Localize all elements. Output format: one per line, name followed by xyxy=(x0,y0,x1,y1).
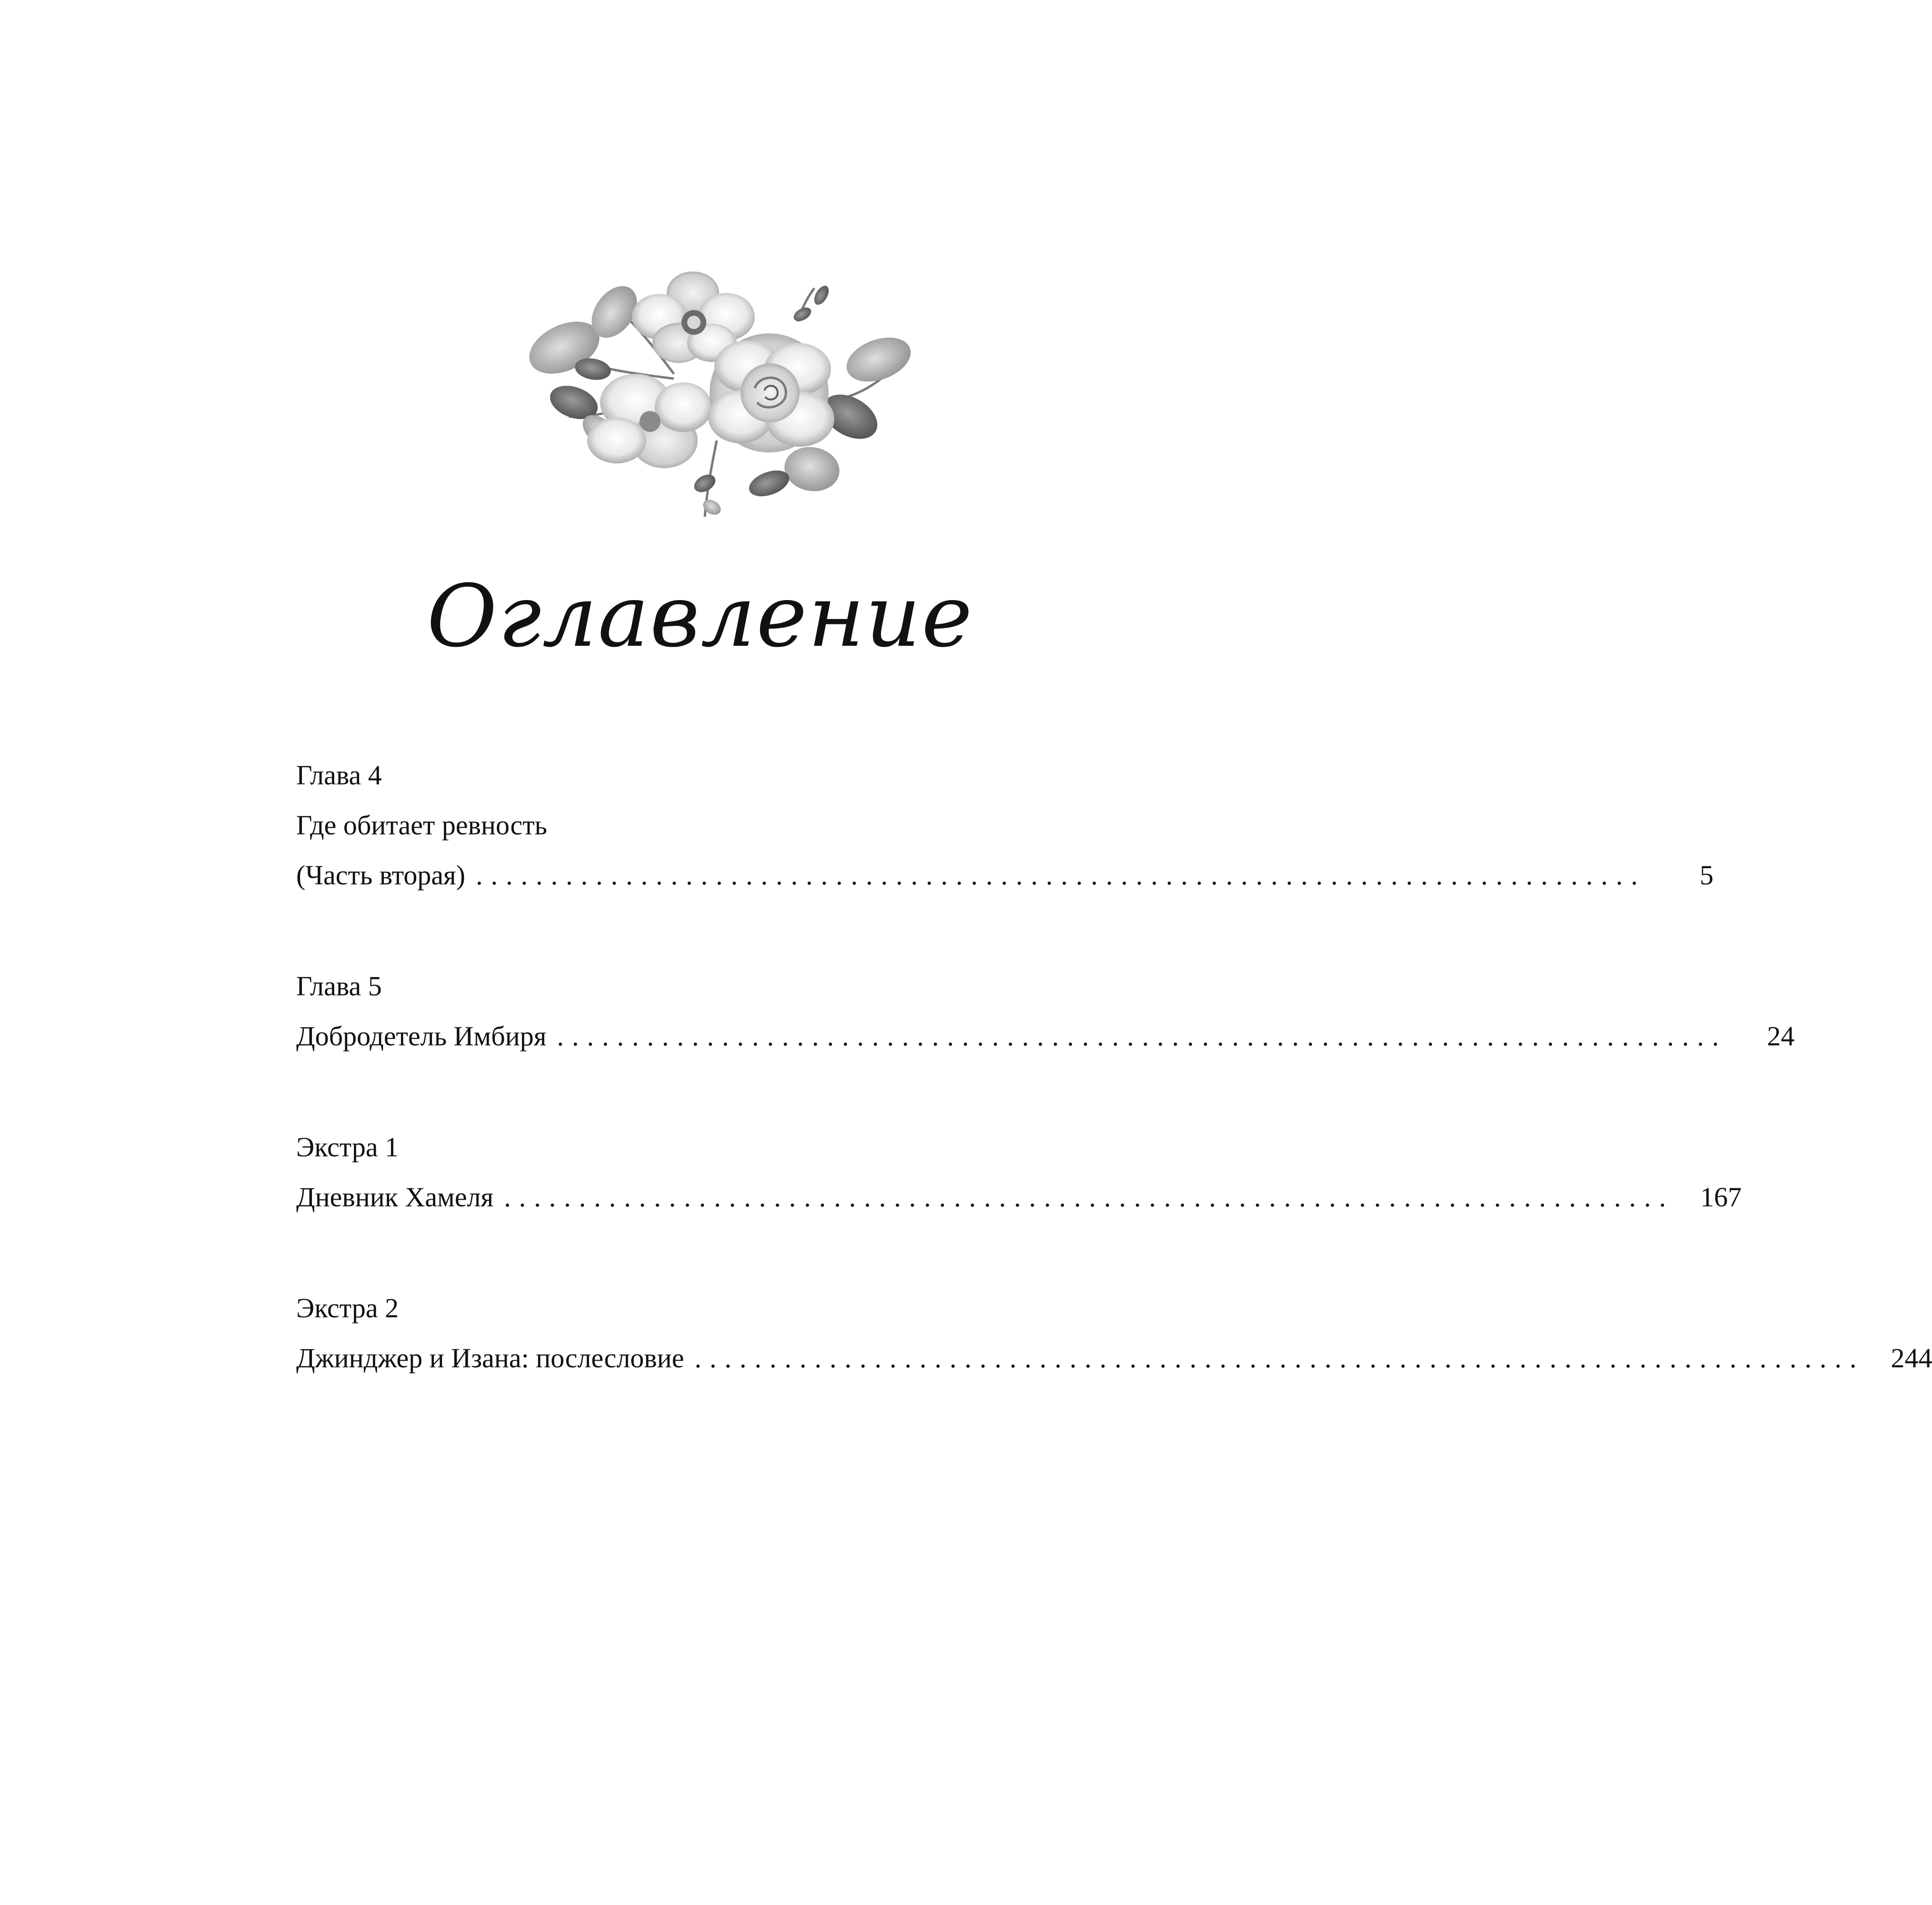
toc-heading xyxy=(296,1122,1101,1172)
toc-heading xyxy=(296,750,1101,800)
toc-heading xyxy=(296,1283,1101,1333)
toc-title-line xyxy=(296,850,1714,900)
page-title: Оглавление xyxy=(427,567,973,666)
toc-subtitle xyxy=(296,800,1101,850)
dot-leader: .............................................................................. xyxy=(557,1021,1727,1052)
toc-page-number: 244 xyxy=(1891,1343,1932,1374)
toc-title: Добродетель Имбиря xyxy=(296,1021,547,1052)
toc-entry-extra-1[interactable] xyxy=(296,1122,1742,1222)
toc-heading xyxy=(296,961,1101,1011)
toc-page-number: 167 xyxy=(1700,1182,1742,1213)
toc-title-line xyxy=(296,1172,1742,1222)
toc-heading-text: Экстра 1 xyxy=(296,1132,399,1163)
toc-heading-text: Экстра 2 xyxy=(296,1293,399,1323)
dot-leader: .............................................................................. xyxy=(504,1182,1674,1213)
toc-entry-extra-2[interactable] xyxy=(296,1283,1932,1383)
toc-entry-chapter-4[interactable] xyxy=(296,750,1714,900)
toc-title: Джинджер и Изана: послесловие xyxy=(296,1343,684,1374)
toc-entry-chapter-5[interactable] xyxy=(296,961,1795,1061)
toc-title: (Часть вторая) xyxy=(296,860,466,891)
toc-page-number: 5 xyxy=(1700,860,1714,891)
floral-bouquet-icon xyxy=(517,260,926,531)
toc-title: Дневник Хамеля xyxy=(296,1182,494,1213)
toc-title-line xyxy=(296,1333,1932,1383)
toc-title-line xyxy=(296,1011,1795,1061)
toc-heading-text: Глава 5 xyxy=(296,971,382,1002)
toc-heading-text: Глава 4 xyxy=(296,760,382,791)
toc-subtitle-text: Где обитает ревность xyxy=(296,810,548,841)
table-of-contents xyxy=(296,750,1932,1444)
toc-page-number: 24 xyxy=(1767,1021,1795,1052)
dot-leader: .............................................................................. xyxy=(476,860,1646,891)
dot-leader: .............................................................................. xyxy=(694,1343,1865,1374)
